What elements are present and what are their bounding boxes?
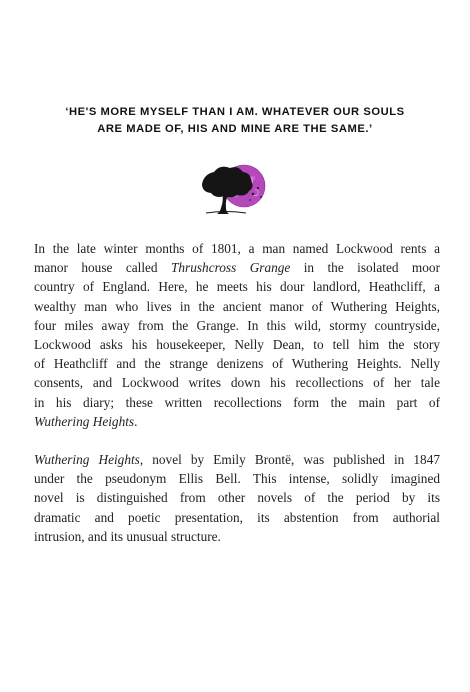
text-line: in his diary; these written recollections form the main part of — [34, 394, 440, 410]
text-line: of Heathcliff and the strange denizens of Wuthering Heights. Nelly — [34, 356, 440, 372]
text-line: novel is distinguished from other novels of the period by its — [34, 490, 440, 506]
synopsis-paragraph-1 — [34, 239, 440, 431]
text-line: dramatic and poetic presentation, its abstention from authorial — [34, 509, 440, 525]
epigraph-quote — [40, 104, 430, 138]
quote-line-2: ARE MADE OF, HIS AND MINE ARE THE SAME.’ — [97, 123, 373, 135]
synopsis-text — [34, 239, 440, 546]
text-line: intrusion, and its unusual structure. — [34, 528, 221, 544]
text-line: wealthy man who lives in the ancient manor of Wuthering Heights, — [34, 298, 440, 314]
book-title-italic: Wuthering Heights — [34, 452, 140, 468]
book-title-italic: Thrushcross Grange — [171, 260, 291, 276]
text-line: manor house called Thrushcross Grange in the isolated moor — [34, 260, 440, 276]
text-line: four miles away from the Grange. In this wild, stormy countryside, — [34, 317, 440, 333]
tree-moon-emblem-icon — [198, 162, 272, 216]
quote-line-1: ‘HE'S MORE MYSELF THAN I AM. WHATEVER OUR SOULS — [65, 106, 405, 118]
text-line: under the pseudonym Ellis Bell. This intense, solidly imagined — [34, 471, 440, 487]
text-line: country of England. Here, he meets his dour landlord, Heathcliff, a — [34, 279, 440, 295]
synopsis-paragraph-2 — [34, 450, 440, 546]
text-line: Wuthering Heights. — [34, 413, 138, 429]
text-line: Wuthering Heights, novel by Emily Brontë, was published in 1847 — [34, 452, 440, 468]
text-line: consents, and Lockwood writes down his recollections of her tale — [34, 375, 440, 391]
text-line: In the late winter months of 1801, a man named Lockwood rents a — [34, 241, 440, 256]
book-title-italic: Wuthering Heights — [34, 413, 135, 429]
text-line: Lockwood asks his housekeeper, Nelly Dean, to tell him the story — [34, 337, 440, 353]
